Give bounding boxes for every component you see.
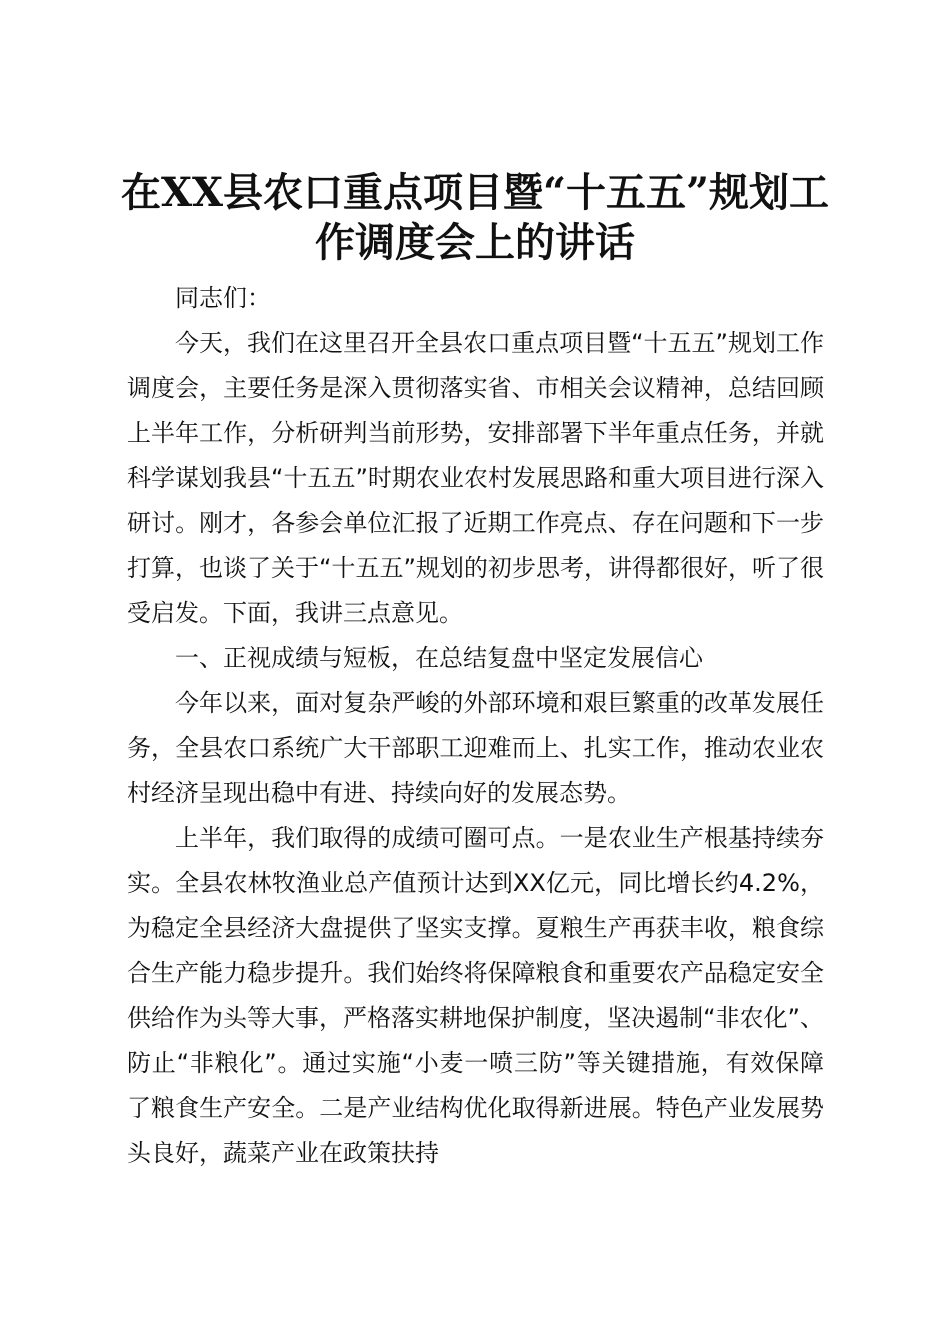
paragraph-intro: 今天，我们在这里召开全县农口重点项目暨“十五五”规划工作调度会，主要任务是深入贯彻落实省、市相关会议精神，总结回顾上半年工作，分析研判当前形势，安排部署下半年重点任务，并就科学谋划我县“十五五”时期农业农村发展思路和重大项目进行深入研讨。刚才，各参会单位汇报了近期工作亮点、存在问题和下一步打算，也谈了关于“十五五”规划的初步思考，讲得都很好，听了很受启发。下面，我讲三点意见。 [127,329,824,627]
salutation: 同志们： [175,284,271,312]
document-body [127,276,824,1176]
section-heading-1: 一、正视成绩与短板，在总结复盘中坚定发展信心 [175,644,703,672]
paragraph-achievements: 上半年，我们取得的成绩可圈可点。一是农业生产根基持续夯实。全县农林牧渔业总产值预计达到XX亿元，同比增长约4.2%，为稳定全县经济大盘提供了坚实支撑。夏粮生产再获丰收，粮食综合生产能力稳步提升。我们始终将保障粮食和重要农产品稳定安全供给作为头等大事，严格落实耕地保护制度，坚决遏制“非农化”、防止“非粮化”。通过实施“小麦一喷三防”等关键措施，有效保障了粮食生产安全。二是产业结构优化取得新进展。特色产业发展势头良好，蔬菜产业在政策扶持 [127,824,824,1167]
document-title: 在XX县农口重点项目暨“十五五”规划工作调度会上的讲话 [120,169,830,266]
paragraph-overview: 今年以来，面对复杂严峻的外部环境和艰巨繁重的改革发展任务，全县农口系统广大干部职工迎难而上、扎实工作，推动农业农村经济呈现出稳中有进、持续向好的发展态势。 [127,689,824,807]
